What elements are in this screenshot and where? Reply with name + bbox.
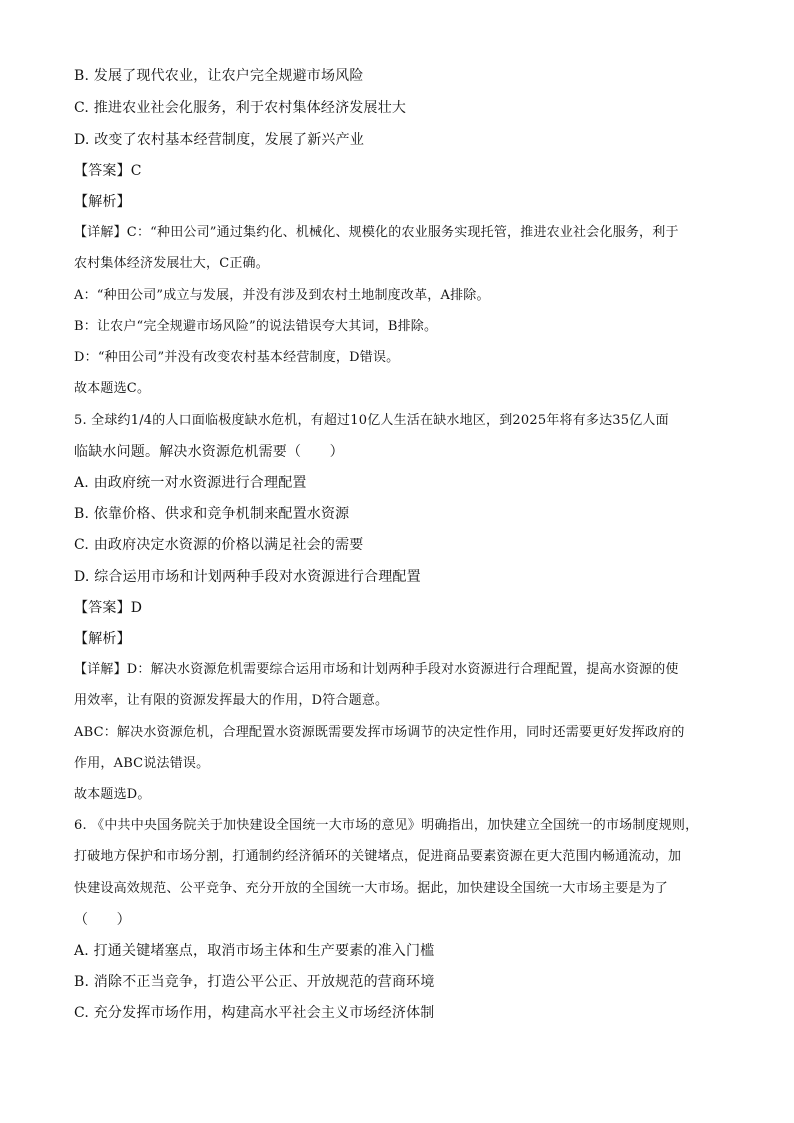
- q4-option-c: C. 推进农业社会化服务，利于农村集体经济发展壮大: [74, 100, 407, 116]
- q5-detail-line-2: 用效率，让有限的资源发挥最大的作用，D符合题意。: [74, 693, 389, 708]
- q5-detail-line-1: 【详解】D：解决水资源危机需要综合运用市场和计划两种手段对水资源进行合理配置，提高水资源的使: [74, 662, 679, 677]
- q6-stem-line-3: 快建设高效规范、公平竞争、充分开放的全国统一大市场。据此，加快建设全国统一大市场主要是为了: [74, 881, 669, 896]
- q6-stem-line-4: （ ）: [74, 912, 131, 928]
- q4-note-b: B：让农户“完全规避市场风险”的说法错误夸大其词，B排除。: [74, 319, 438, 334]
- q5-analysis-label: 【解析】: [74, 631, 131, 647]
- q5-answer: 【答案】D: [74, 600, 143, 616]
- q4-answer: 【答案】C: [74, 163, 142, 179]
- q5-conclusion: 故本题选D。: [74, 787, 151, 802]
- q4-detail-line-1: 【详解】C：“种田公司”通过集约化、机械化、规模化的农业服务实现托管，推进农业社会化服务，利于: [74, 225, 679, 240]
- q6-option-b: B. 消除不正当竞争，打造公平公正、开放规范的营商环境: [74, 974, 435, 990]
- q5-stem-line-1: 5. 全球约1/4的人口面临极度缺水危机，有超过10亿人生活在缺水地区，到2025年将有多达35亿人面: [74, 413, 669, 428]
- q4-conclusion: 故本题选C。: [74, 381, 151, 396]
- q4-detail-line-2: 农村集体经济发展壮大，C正确。: [74, 256, 269, 271]
- q5-stem-line-2: 临缺水问题。解决水资源危机需要（ ）: [74, 444, 344, 460]
- q5-option-b: B. 依靠价格、供求和竞争机制来配置水资源: [74, 506, 350, 522]
- q4-option-b: B. 发展了现代农业，让农户完全规避市场风险: [74, 68, 364, 84]
- q5-option-d: D. 综合运用市场和计划两种手段对水资源进行合理配置: [74, 569, 421, 585]
- q5-option-c: C. 由政府决定水资源的价格以满足社会的需要: [74, 537, 364, 553]
- q6-option-c: C. 充分发挥市场作用，构建高水平社会主义市场经济体制: [74, 1005, 435, 1021]
- q5-note-abc-line-1: ABC：解决水资源危机，合理配置水资源既需要发挥市场调节的决定性作用，同时还需要更好发挥政府的: [74, 725, 685, 740]
- q4-note-d: D：“种田公司”并没有改变农村基本经营制度，D错误。: [74, 350, 400, 365]
- q6-stem-line-2: 打破地方保护和市场分割，打通制约经济循环的关键堵点，促进商品要素资源在更大范围内畅通流动，加: [74, 849, 682, 864]
- q5-option-a: A. 由政府统一对水资源进行合理配置: [74, 475, 307, 491]
- q6-stem-line-1: 6. 《中共中央国务院关于加快建设全国统一大市场的意见》明确指出，加快建立全国统一的市场制度规则，: [74, 818, 699, 833]
- q4-option-d: D. 改变了农村基本经营制度，发展了新兴产业: [74, 132, 365, 148]
- q4-note-a: A：“种田公司”成立与发展，并没有涉及到农村土地制度改革，A排除。: [74, 288, 490, 303]
- q4-analysis-label: 【解析】: [74, 194, 131, 210]
- q6-option-a: A. 打通关键堵塞点，取消市场主体和生产要素的准入门槛: [74, 943, 435, 959]
- q5-note-abc-line-2: 作用，ABC说法错误。: [74, 756, 210, 771]
